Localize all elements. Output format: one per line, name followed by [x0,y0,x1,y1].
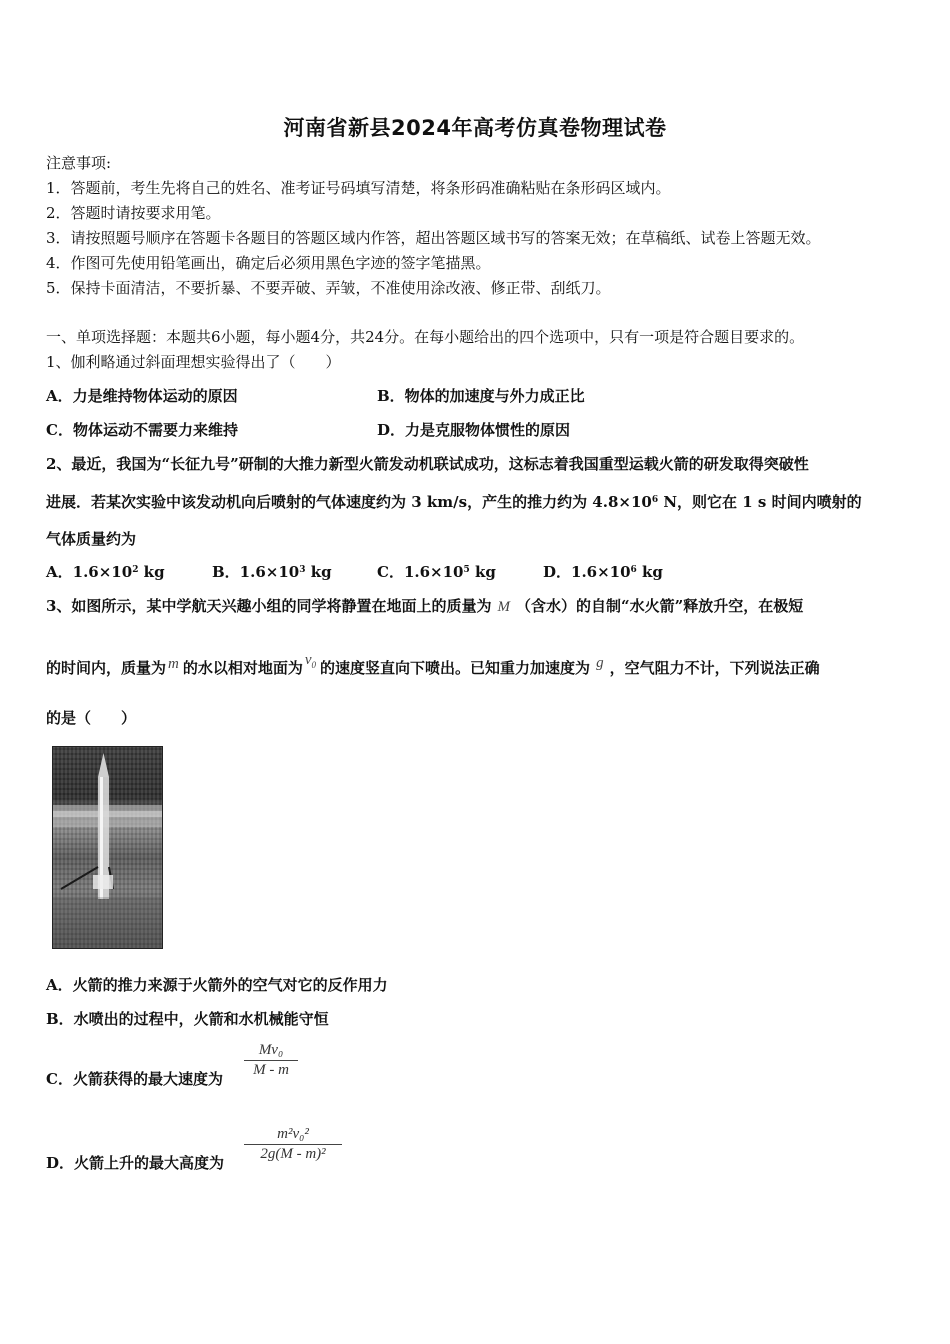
notice-item-4: 4．作图可先使用铅笔画出，确定后必须用黑色字迹的签字笔描黑。 [46,254,491,272]
notice-heading: 注意事项: [46,154,112,172]
q2-line-3: 气体质量约为 [46,530,137,548]
notice-item-5: 5．保持卡面清洁，不要折暴、不要弄破、弄皱，不准使用涂改液、修正带、刮纸刀。 [46,279,611,297]
fraction-d-numerator: m²v₀² [277,1126,309,1142]
fraction-d-bar [244,1144,342,1145]
q1-option-a: A．力是维持物体运动的原因 [46,387,238,405]
fraction-c-denominator: M - m [253,1062,289,1078]
q2-line-2a: 进展．若某次实验中该发动机向后喷射的气体速度约为 3 km/s，产生的推力约为 4.8×10 [46,493,652,511]
q1-stem: 1、伽利略通过斜面理想实验得出了（ ） [46,353,341,371]
notice-item-2: 2．答题时请按要求用笔。 [46,204,221,222]
q3-line-2: 的时间内，质量为 m 的水以相对地面为 $v_0$ 的速度竖直向下喷出。已知重力加速度为 g ，空气阻力不计，下列说法正确 [46,652,820,677]
page-title: 河南省新县2024年高考仿真卷物理试卷 [283,116,667,140]
q1-option-c: C．物体运动不需要力来维持 [46,421,238,439]
q2-option-b: B．$1.6\times 10^3$ kg [212,563,332,581]
water-rocket-illustration [53,747,162,948]
fraction-d-denominator: 2g(M - m)² [260,1146,326,1162]
q2-option-d: D．$1.6\times 10^6$ kg [543,563,663,581]
q2-line-2b: N，则它在 1 s 时间内喷射的 [658,493,862,511]
fraction-max-height [244,1126,342,1163]
q3-line-3: 的是（ ） [46,709,137,727]
q2-line-2 [46,491,862,512]
gravity-symbol-g: g [596,655,604,671]
mass-symbol-M: M [497,599,510,615]
water-rocket-photo [52,746,163,949]
q3-option-d: D．火箭上升的最大高度为 [46,1154,225,1172]
q1-option-b: B．物体的加速度与外力成正比 [377,387,585,405]
q2-option-c: C．$1.6\times 10^5$ kg [377,563,496,581]
mass-symbol-m: m [168,656,179,672]
q3-option-c: C．火箭获得的最大速度为 [46,1070,223,1088]
notice-item-1: 1．答题前，考生先将自己的姓名、准考证号码填写清楚，将条形码准确粘贴在条形码区域内。 [46,179,671,197]
q3-line-1: 3、如图所示，某中学航天兴趣小组的同学将静置在地面上的质量为 M （含水）的自制“水火箭”释放升空，在极短 [46,597,804,615]
q2-line-2-exponent: 6 [651,495,659,505]
q2-option-a: A．$1.6\times 10^2$ kg [46,563,165,581]
fraction-max-velocity [244,1042,298,1079]
notice-item-3: 3．请按照题号顺序在答题卡各题目的答题区域内作答，超出答题区域书写的答案无效；在草稿纸、试卷上答题无效。 [46,229,821,247]
section-heading: 一、单项选择题：本题共6小题，每小题4分，共24分。在每小题给出的四个选项中，只有一项是符合题目要求的。 [46,328,805,346]
fraction-c-numerator: Mv₀ [258,1042,284,1058]
q3-option-b: B．水喷出的过程中，火箭和水机械能守恒 [46,1010,329,1028]
q2-line-1: 2、最近，我国为“长征九号”研制的大推力新型火箭发动机联试成功，这标志着我国重型运载火箭的研发取得突破性 [46,455,809,473]
fraction-c-bar [244,1060,298,1061]
q1-option-d: D．力是克服物体惯性的原因 [377,421,571,439]
q3-option-a: A．火箭的推力来源于火箭外的空气对它的反作用力 [46,976,388,994]
velocity-symbol-v0: $v_0$ [304,652,317,670]
